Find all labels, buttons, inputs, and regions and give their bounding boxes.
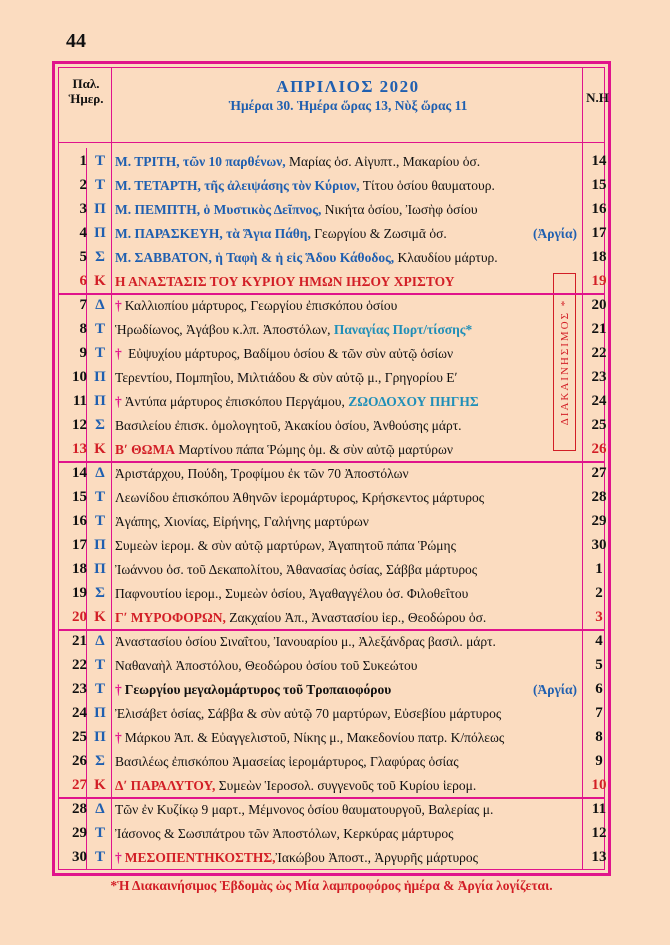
- saints-text: Παφνουτίου ἱερομ., Συμεὼν ὁσίου, Ἀγαθαγγέλου ὁσ. Φιλοθεΐτου: [115, 586, 469, 601]
- saints-text: Ἀντύπα μάρτυρος ἐπισκόπου Περγάμου,: [124, 394, 345, 409]
- saints-text: Βασιλέως ἐπισκόπου Ἀμασείας ἱερομάρτυρος, Γλαφύρας ὁσίας: [115, 754, 459, 769]
- saints-text: Μάρκου Ἀπ. & Εὐαγγελιστοῦ, Νίκης μ., Μακεδονίου πατρ. Κ/πόλεως: [124, 730, 505, 745]
- saints-text: Συμεὼν Ἱεροσολ. συγγενοῦς τοῦ Κυρίου ἱερομ.: [215, 778, 477, 793]
- day-number: 18: [72, 561, 87, 577]
- saints-text: Τίτου ὁσίου θαυματουρ.: [359, 178, 495, 193]
- day-commemoration: [115, 154, 583, 170]
- day-row: [59, 582, 610, 606]
- day-commemoration: [115, 466, 583, 482]
- saints-text: Τῶν ἐν Κυζίκῳ 9 μαρτ., Μέμνονος ὁσίου θαυματουργοῦ, Βαλερίας μ.: [115, 802, 494, 817]
- day-commemoration: [115, 634, 583, 650]
- feast-name: Μ. ΤΡΙΤΗ, τῶν 10 παρθένων,: [115, 154, 286, 169]
- day-row: [59, 294, 610, 318]
- saints-text: Βασιλείου ἐπισκ. ὁμολογητοῦ, Ἀκακίου ὁσίου, Ἀνθούσης μάρτ.: [115, 418, 462, 433]
- new-calendar-day: 26: [591, 441, 607, 457]
- day-commemoration: [115, 826, 583, 842]
- day-number: 20: [72, 609, 87, 625]
- day-commemoration: [115, 226, 583, 242]
- day-row: [59, 438, 610, 462]
- saints-text: Ναθαναὴλ Ἀποστόλου, Θεοδώρου ὁσίου τοῦ Συκεώτου: [115, 658, 418, 673]
- diakainisimos-label: ΔΙΑΚΑΙΝΗΣΙΜΟΣ *: [558, 298, 571, 426]
- day-row: [59, 510, 610, 534]
- week-separator: [59, 293, 604, 295]
- weekday-letter: Τ: [94, 657, 105, 673]
- month-title: ΑΠΡΙΛΙΟΣ 2020: [276, 77, 420, 96]
- day-commemoration: [115, 442, 583, 458]
- day-number: 26: [72, 753, 87, 769]
- weekday-letter: Κ: [94, 273, 106, 289]
- new-calendar-day: 2: [595, 585, 603, 601]
- new-calendar-day: 9: [595, 753, 603, 769]
- day-number: 2: [79, 177, 87, 193]
- day-row: [59, 822, 610, 846]
- new-calendar-day: 15: [591, 177, 607, 193]
- new-calendar-day: 7: [595, 705, 603, 721]
- header-divider: [59, 142, 604, 143]
- new-calendar-day: 14: [591, 153, 607, 169]
- holiday-note: (Ἀργία): [532, 226, 577, 241]
- month-subtitle: Ἡμέραι 30. Ἡμέρα ὥρας 13, Νὺξ ὥρας 11: [228, 98, 468, 113]
- diakainisimos-box: [553, 273, 576, 451]
- day-commemoration: [115, 562, 583, 578]
- calendar-frame: [52, 61, 611, 876]
- new-calendar-day: 19: [591, 273, 607, 289]
- day-commemoration: [115, 514, 583, 530]
- day-row: [59, 486, 610, 510]
- day-row: [59, 846, 610, 870]
- footer-note: *Ἡ Διακαινήσιμος Ἑβδομὰς ὡς Μία λαμπροφόρος ἡμέρα & Ἀργία λογίζεται.: [110, 878, 553, 893]
- day-number: 22: [72, 657, 87, 673]
- day-commemoration: [115, 394, 583, 410]
- day-number: 28: [72, 801, 87, 817]
- new-calendar-day: 6: [595, 681, 603, 697]
- day-number: 3: [79, 201, 87, 217]
- day-number: 15: [72, 489, 87, 505]
- day-commemoration: [115, 586, 583, 602]
- new-calendar-day: 11: [591, 801, 607, 817]
- weekday-letter: Π: [94, 705, 106, 721]
- saints-text: Συμεὼν ἱερομ. & σὺν αὐτῷ μαρτύρων, Ἀγαπητοῦ πάπα Ῥώμης: [115, 538, 456, 553]
- holiday-note: (Ἀργία): [532, 682, 577, 697]
- saints-text: Κλαυδίου μάρτυρ.: [394, 250, 498, 265]
- weekday-letter: Κ: [94, 441, 106, 457]
- weekday-letter: Δ: [95, 465, 105, 481]
- day-row: [59, 222, 610, 246]
- new-calendar-day: 21: [591, 321, 607, 337]
- weekday-letter: Τ: [94, 321, 105, 337]
- new-calendar-day: 10: [591, 777, 607, 793]
- day-commemoration: [115, 802, 583, 818]
- feast-cross-icon: †: [115, 730, 122, 745]
- feast-cross-icon: †: [115, 346, 122, 361]
- day-commemoration: [115, 706, 583, 722]
- saints-text: Ἀγάπης, Χιονίας, Εἰρήνης, Γαλήνης μαρτύρων: [115, 514, 369, 529]
- saints-text: Ἀναστασίου ὁσίου Σιναΐτου, Ἰανουαρίου μ., Ἀλεξάνδρας βασιλ. μάρτ.: [115, 634, 496, 649]
- week-separator: [59, 461, 604, 463]
- day-row: [59, 390, 610, 414]
- saints-text: Νικήτα ὁσίου, Ἰωσὴφ ὁσίου: [321, 202, 478, 217]
- new-calendar-day: 5: [595, 657, 603, 673]
- day-number: 4: [79, 225, 87, 241]
- day-row: [59, 678, 610, 702]
- weekday-letter: Τ: [94, 681, 105, 697]
- header-new-calendar-label: Ν.Η: [586, 90, 609, 105]
- weekday-letter: Κ: [94, 609, 106, 625]
- saints-text: Λεωνίδου ἐπισκόπου Ἀθηνῶν ἱερομάρτυρος, Κρήσκεντος μάρτυρος: [115, 490, 485, 505]
- feast-name: Μ. ΠΑΡΑΣΚΕΥΗ, τὰ Ἅγια Πάθη,: [115, 226, 311, 241]
- day-commemoration: [115, 682, 583, 698]
- day-number: 19: [72, 585, 87, 601]
- day-number: 16: [72, 513, 87, 529]
- header-old-calendar-label: [61, 76, 111, 106]
- day-row: [59, 750, 610, 774]
- weekday-letter: Δ: [95, 297, 105, 313]
- day-commemoration: [115, 298, 583, 314]
- day-number: 13: [72, 441, 87, 457]
- new-calendar-day: 12: [591, 825, 607, 841]
- new-calendar-day: 3: [595, 609, 603, 625]
- day-number: 8: [79, 321, 87, 337]
- day-number: 11: [72, 393, 87, 409]
- header-left-line1: Παλ.: [72, 76, 100, 91]
- saints-text: Ἰακώβου Ἀποστ., Ἀργυρῆς μάρτυρος: [275, 850, 479, 865]
- day-number: 6: [79, 273, 87, 289]
- new-calendar-day: 29: [591, 513, 607, 529]
- weekday-letter: Π: [94, 201, 106, 217]
- day-commemoration: [115, 538, 583, 554]
- new-calendar-day: 20: [591, 297, 607, 313]
- feast-name: Μ. ΤΕΤΑΡΤΗ, τῆς ἀλειψάσης τὸν Κύριον,: [115, 178, 360, 193]
- day-row: [59, 702, 610, 726]
- weekday-letter: Π: [94, 537, 106, 553]
- new-calendar-day: 23: [591, 369, 607, 385]
- new-calendar-day: 25: [591, 417, 607, 433]
- calendar-table: [58, 67, 609, 870]
- day-row: [59, 342, 610, 366]
- saints-text: Ἰωάννου ὁσ. τοῦ Δεκαπολίτου, Ἀθανασίας ὁσίας, Σάββα μάρτυρος: [115, 562, 478, 577]
- week-separator: [59, 797, 604, 799]
- saints-text: Τερεντίου, Πομπηΐου, Μιλτιάδου & σὺν αὐτῷ μ., Γρηγορίου Εʹ: [115, 370, 458, 385]
- day-row: [59, 174, 610, 198]
- day-commemoration: [115, 850, 583, 866]
- day-commemoration: [115, 490, 583, 506]
- header-left-line2: Ἡμερ.: [68, 91, 104, 106]
- day-commemoration: [115, 346, 583, 362]
- day-row: [59, 558, 610, 582]
- new-calendar-day: 8: [595, 729, 603, 745]
- saints-text: Ζακχαίου Ἀπ., Ἀναστασίου ἱερ., Θεοδώρου ὁσ.: [225, 610, 487, 625]
- day-commemoration: [115, 322, 583, 338]
- feast-name: Δʹ ΠΑΡΑΛΥΤΟΥ,: [115, 778, 216, 793]
- day-row: [59, 366, 610, 390]
- day-number: 9: [79, 345, 87, 361]
- day-commemoration: [115, 202, 583, 218]
- new-calendar-day: 30: [591, 537, 607, 553]
- new-calendar-day: 4: [595, 633, 603, 649]
- day-commemoration: [115, 250, 583, 266]
- day-number: 21: [72, 633, 87, 649]
- day-commemoration: [115, 754, 583, 770]
- new-calendar-day: 24: [591, 393, 607, 409]
- day-row: [59, 726, 610, 750]
- saints-text: Ἰάσονος & Σωσιπάτρου τῶν Ἀποστόλων, Κερκύρας μάρτυρος: [115, 826, 454, 841]
- weekday-letter: Δ: [95, 633, 105, 649]
- day-row: [59, 270, 610, 294]
- saints-text: Ἐλισάβετ ὁσίας, Σάββα & σὺν αὐτῷ 70 μαρτύρων, Εὐσεβίου μάρτυρος: [115, 706, 502, 721]
- day-number: 30: [72, 849, 87, 865]
- weekday-letter: Σ: [95, 417, 105, 433]
- day-number: 24: [72, 705, 87, 721]
- day-commemoration: [115, 778, 583, 794]
- day-number: 27: [72, 777, 87, 793]
- weekday-letter: Π: [94, 369, 106, 385]
- weekday-letter: Τ: [94, 849, 105, 865]
- feast-name: Γʹ ΜΥΡΟΦΟΡΩΝ,: [115, 610, 226, 625]
- new-calendar-day: 16: [591, 201, 607, 217]
- day-commemoration: [115, 274, 583, 290]
- saints-text: Γεωργίου & Ζωσιμᾶ ὁσ.: [310, 226, 447, 241]
- saints-text: Ἀριστάρχου, Πούδη, Τροφίμου ἐκ τῶν 70 Ἀποστόλων: [115, 466, 409, 481]
- day-number: 29: [72, 825, 87, 841]
- page-number: 44: [66, 30, 86, 52]
- day-number: 10: [72, 369, 87, 385]
- day-row: [59, 318, 610, 342]
- special-feast: ΖΩΟΔΟΧΟΥ ΠΗΓΗΣ: [344, 394, 479, 409]
- new-calendar-day: 22: [591, 345, 607, 361]
- special-feast: Παναγίας Πορτ/τίσσης*: [330, 322, 473, 337]
- day-commemoration: [115, 658, 583, 674]
- feast-cross-icon: †: [115, 682, 122, 697]
- week-separator: [59, 629, 604, 631]
- day-row: [59, 150, 610, 174]
- feast-name: ΜΕΣΟΠΕΝΤΗΚΟΣΤΗΣ,: [124, 850, 276, 865]
- day-commemoration: [115, 370, 583, 386]
- feast-name: Γεωργίου μεγαλομάρτυρος τοῦ Τροπαιοφόρου: [124, 682, 392, 697]
- day-row: [59, 606, 610, 630]
- day-row: [59, 198, 610, 222]
- weekday-letter: Τ: [94, 177, 105, 193]
- day-row: [59, 774, 610, 798]
- day-commemoration: [115, 730, 583, 746]
- day-row: [59, 534, 610, 558]
- weekday-letter: Κ: [94, 777, 106, 793]
- day-commemoration: [115, 610, 583, 626]
- feast-name: Μ. ΣΑΒΒΑΤΟΝ, ἡ Ταφὴ & ἡ εἰς Ἅδου Κάθοδος,: [115, 250, 395, 265]
- feast-name: Βʹ ΘΩΜΑ: [115, 442, 175, 457]
- weekday-letter: Π: [94, 225, 106, 241]
- new-calendar-day: 27: [591, 465, 607, 481]
- day-row: [59, 462, 610, 486]
- weekday-letter: Τ: [94, 513, 105, 529]
- day-number: 7: [79, 297, 87, 313]
- new-calendar-day: 18: [591, 249, 607, 265]
- day-number: 17: [72, 537, 87, 553]
- weekday-letter: Τ: [94, 153, 105, 169]
- weekday-letter: Π: [94, 393, 106, 409]
- weekday-letter: Τ: [94, 489, 105, 505]
- weekday-letter: Δ: [95, 801, 105, 817]
- new-calendar-day: 17: [591, 225, 607, 241]
- feast-cross-icon: †: [115, 298, 122, 313]
- feast-name: Μ. ΠΕΜΠΤΗ, ὁ Μυστικὸς Δεῖπνος,: [115, 202, 322, 217]
- feast-cross-icon: †: [115, 394, 122, 409]
- day-row: [59, 654, 610, 678]
- day-number: 5: [79, 249, 87, 265]
- weekday-letter: Τ: [94, 345, 105, 361]
- weekday-letter: Σ: [95, 585, 105, 601]
- weekday-letter: Π: [94, 729, 106, 745]
- feast-name: Η ΑΝΑΣΤΑΣΙΣ ΤΟΥ ΚΥΡΙΟΥ ΗΜΩΝ ΙΗΣΟΥ ΧΡΙΣΤΟΥ: [115, 274, 455, 289]
- weekday-letter: Σ: [95, 753, 105, 769]
- weekday-letter: Π: [94, 561, 106, 577]
- saints-text: Ἡρωδίωνος, Ἀγάβου κ.λπ. Ἀποστόλων,: [115, 322, 331, 337]
- feast-cross-icon: †: [115, 850, 122, 865]
- day-row: [59, 630, 610, 654]
- day-row: [59, 414, 610, 438]
- day-row: [59, 798, 610, 822]
- saints-text: Μαρτίνου πάπα Ῥώμης ὁμ. & σὺν αὐτῷ μαρτύρων: [174, 442, 453, 457]
- day-number: 25: [72, 729, 87, 745]
- new-calendar-day: 28: [591, 489, 607, 505]
- saints-text: Καλλιοπίου μάρτυρος, Γεωργίου ἐπισκόπου ὁσίου: [124, 298, 398, 313]
- day-number: 1: [79, 153, 87, 169]
- new-calendar-day: 1: [595, 561, 603, 577]
- weekday-letter: Τ: [94, 825, 105, 841]
- day-commemoration: [115, 418, 583, 434]
- saints-text: Μαρίας ὁσ. Αἰγυπτ., Μακαρίου ὁσ.: [285, 154, 481, 169]
- saints-text: Εὐψυχίου μάρτυρος, Βαδίμου ὁσίου & τῶν σὺν αὐτῷ ὁσίων: [124, 346, 454, 361]
- day-commemoration: [115, 178, 583, 194]
- weekday-letter: Σ: [95, 249, 105, 265]
- day-row: [59, 246, 610, 270]
- day-number: 14: [72, 465, 87, 481]
- day-number: 12: [72, 417, 87, 433]
- new-calendar-day: 13: [591, 849, 607, 865]
- day-number: 23: [72, 681, 87, 697]
